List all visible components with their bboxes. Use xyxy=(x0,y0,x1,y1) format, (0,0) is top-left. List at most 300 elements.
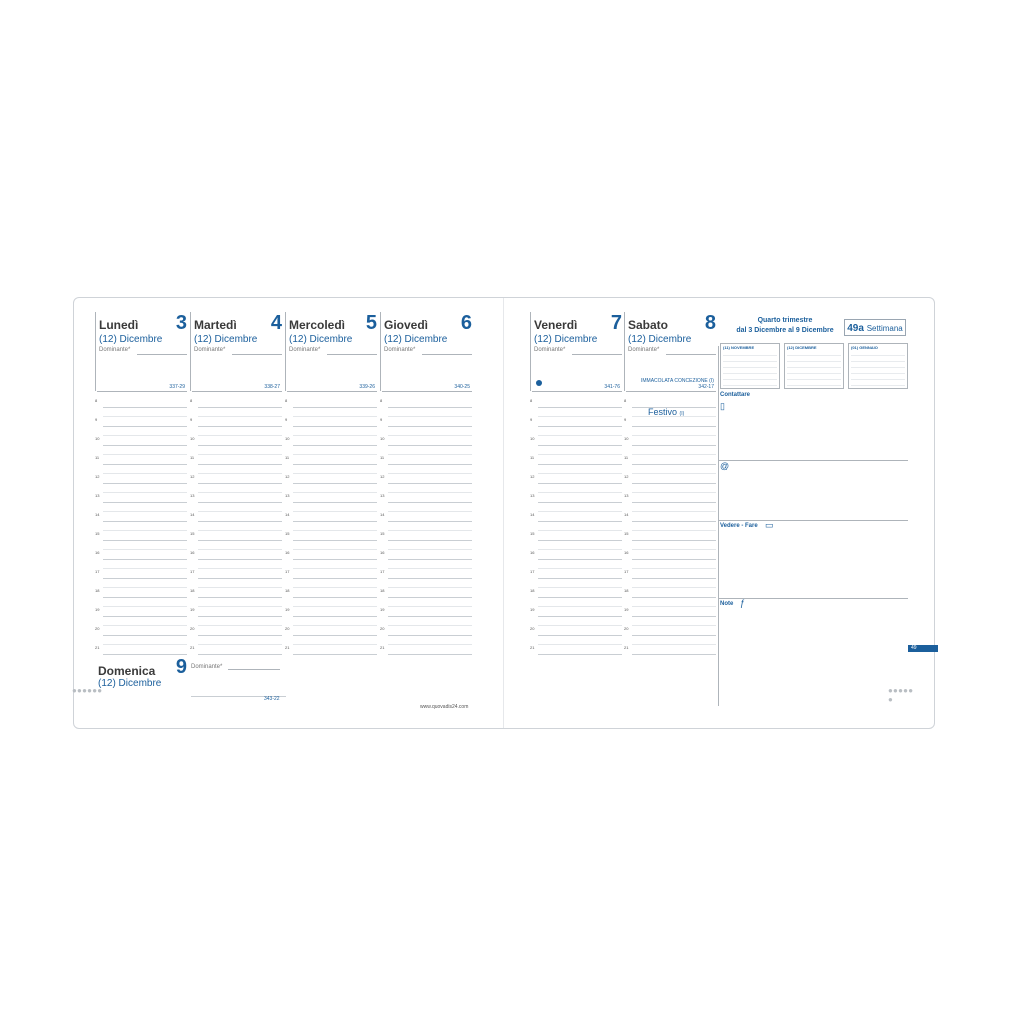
hour-row[interactable] xyxy=(624,531,718,541)
half-hour-row[interactable] xyxy=(95,636,189,646)
dominante-label: Dominante* xyxy=(628,347,660,353)
day-month: (12) Dicembre xyxy=(289,334,353,345)
phone-icon: ▯ xyxy=(720,401,725,411)
hour-label: 9 xyxy=(624,417,627,422)
half-hour-row[interactable] xyxy=(530,503,624,513)
hour-row[interactable] xyxy=(530,455,624,465)
dominante-line xyxy=(327,354,377,355)
hour-row[interactable] xyxy=(380,398,474,408)
hour-label: 11 xyxy=(190,455,195,460)
half-hour-row[interactable] xyxy=(624,484,718,494)
half-hour-row[interactable] xyxy=(624,579,718,589)
hour-row[interactable] xyxy=(190,493,284,503)
hour-label: 20 xyxy=(95,626,100,631)
hour-label: 20 xyxy=(530,626,535,631)
day-divider xyxy=(285,312,286,391)
day-month: (12) Dicembre xyxy=(194,334,258,345)
hour-row[interactable] xyxy=(530,398,627,408)
hour-row[interactable] xyxy=(190,607,284,617)
hour-row[interactable] xyxy=(190,550,284,560)
hour-row[interactable] xyxy=(285,436,379,446)
sunday-number: 9 xyxy=(175,656,187,678)
hour-row[interactable] xyxy=(95,474,189,484)
week-badge: 49a Settimana xyxy=(844,319,906,336)
hour-row[interactable] xyxy=(285,588,379,598)
day-code: 340-25 xyxy=(454,384,470,390)
hour-row[interactable] xyxy=(95,493,189,503)
half-hour-row[interactable] xyxy=(624,598,718,608)
half-hour-row[interactable] xyxy=(380,541,474,551)
hour-label: 9 xyxy=(190,417,193,422)
hour-label: 17 xyxy=(95,569,100,574)
hour-label: 16 xyxy=(624,550,629,555)
half-hour-row[interactable] xyxy=(190,560,284,570)
hour-label: 15 xyxy=(190,531,195,536)
hour-label: 14 xyxy=(95,512,100,517)
hour-label: 12 xyxy=(380,474,385,479)
hour-label: 10 xyxy=(530,436,535,441)
hour-row[interactable] xyxy=(95,398,189,408)
hour-row[interactable] xyxy=(624,569,718,579)
half-hour-row[interactable] xyxy=(380,579,474,589)
hour-label: 15 xyxy=(285,531,290,536)
hour-label: 12 xyxy=(530,474,535,479)
hour-label: 17 xyxy=(624,569,629,574)
hour-label: 20 xyxy=(380,626,385,631)
day-code: 337-29 xyxy=(169,384,185,390)
sunday-code: 343-22 xyxy=(264,696,280,702)
holiday-label: IMMACOLATA CONCEZIONE (I) xyxy=(641,378,714,384)
day-header xyxy=(190,312,284,392)
half-hour-row[interactable] xyxy=(624,560,718,570)
half-hour-row[interactable] xyxy=(285,503,379,513)
hour-label: 18 xyxy=(285,588,290,593)
half-hour-row[interactable] xyxy=(380,522,474,532)
day-name: Martedì xyxy=(194,318,237,332)
half-hour-row[interactable] xyxy=(190,408,284,418)
hour-row[interactable] xyxy=(530,569,624,579)
day-name: Sabato xyxy=(628,318,669,332)
hour-row[interactable] xyxy=(190,436,284,446)
hour-row[interactable] xyxy=(95,531,189,541)
hour-row[interactable] xyxy=(380,607,474,617)
hour-row[interactable] xyxy=(624,474,718,484)
left-page xyxy=(72,298,476,728)
hour-label: 18 xyxy=(530,588,535,593)
hour-label: 8 xyxy=(380,398,383,403)
hour-row[interactable] xyxy=(95,626,189,636)
hour-row[interactable] xyxy=(380,474,474,484)
half-hour-row[interactable] xyxy=(285,617,379,627)
sunday-dominante-line xyxy=(228,669,280,670)
hour-row[interactable] xyxy=(285,645,379,655)
half-hour-row[interactable] xyxy=(95,408,189,418)
hour-label: 10 xyxy=(380,436,385,441)
hour-row[interactable] xyxy=(380,436,474,446)
hour-label: 14 xyxy=(530,512,535,517)
page-fold xyxy=(503,298,504,728)
hour-label: 13 xyxy=(530,493,535,498)
hour-label: 19 xyxy=(530,607,535,612)
half-hour-row[interactable] xyxy=(95,617,189,627)
day-name: Mercoledì xyxy=(289,318,346,332)
contattare-section xyxy=(718,398,908,461)
hour-row[interactable] xyxy=(285,474,379,484)
half-hour-row[interactable] xyxy=(380,484,474,494)
day-code: 341-76 xyxy=(604,384,620,390)
hour-row[interactable] xyxy=(190,398,284,408)
day-number: 6 xyxy=(460,312,472,334)
dominante-label: Dominante* xyxy=(194,347,226,353)
half-hour-row[interactable] xyxy=(624,446,718,456)
hour-row[interactable] xyxy=(190,455,284,465)
hour-row[interactable] xyxy=(285,512,379,522)
day-divider xyxy=(380,312,381,391)
hour-row[interactable] xyxy=(530,588,624,598)
hour-label: 9 xyxy=(95,417,98,422)
hour-row[interactable] xyxy=(624,455,718,465)
half-hour-row[interactable] xyxy=(285,408,379,418)
day-divider xyxy=(95,312,96,391)
dominante-label: Dominante* xyxy=(289,347,321,353)
hour-row[interactable] xyxy=(380,626,474,636)
hour-row[interactable] xyxy=(530,474,624,484)
hour-row[interactable] xyxy=(380,645,474,655)
day-code: 342-17 xyxy=(698,384,714,390)
half-hour-row[interactable] xyxy=(285,522,379,532)
half-hour-row[interactable] xyxy=(380,560,474,570)
hour-row[interactable] xyxy=(530,531,624,541)
half-hour-row[interactable] xyxy=(624,636,718,646)
day-number: 7 xyxy=(610,312,622,334)
hour-row[interactable] xyxy=(380,588,474,598)
hour-label: 16 xyxy=(285,550,290,555)
hour-label: 21 xyxy=(624,645,629,650)
hour-row[interactable] xyxy=(380,550,474,560)
half-hour-row[interactable] xyxy=(190,446,284,456)
half-hour-row[interactable] xyxy=(380,465,474,475)
half-hour-row[interactable] xyxy=(95,484,189,494)
hour-row[interactable] xyxy=(285,493,379,503)
dominante-label: Dominante* xyxy=(534,347,566,353)
half-hour-row[interactable] xyxy=(530,560,624,570)
half-hour-row[interactable] xyxy=(380,617,474,627)
hour-row[interactable] xyxy=(530,417,627,427)
hour-label: 8 xyxy=(530,398,533,403)
hour-label: 12 xyxy=(95,474,100,479)
half-hour-row[interactable] xyxy=(190,484,284,494)
half-hour-row[interactable] xyxy=(95,427,189,437)
half-hour-row[interactable] xyxy=(285,636,379,646)
moon-phase-dot xyxy=(536,380,542,386)
half-hour-row[interactable] xyxy=(190,617,284,627)
hour-row[interactable] xyxy=(624,512,718,522)
hour-row[interactable] xyxy=(285,531,379,541)
quarter-info xyxy=(720,316,850,336)
hour-label: 17 xyxy=(190,569,195,574)
hour-row[interactable] xyxy=(190,569,284,579)
day-month: (12) Dicembre xyxy=(534,334,598,345)
half-hour-row[interactable] xyxy=(95,522,189,532)
half-hour-row[interactable] xyxy=(624,465,718,475)
hour-row[interactable] xyxy=(530,607,624,617)
half-hour-row[interactable] xyxy=(530,427,624,437)
hour-row[interactable] xyxy=(624,417,718,427)
half-hour-row[interactable] xyxy=(285,484,379,494)
day-number: 5 xyxy=(365,312,377,334)
hour-row[interactable] xyxy=(190,531,284,541)
half-hour-row[interactable] xyxy=(190,427,284,437)
day-month: (12) Dicembre xyxy=(99,334,163,345)
hour-label: 10 xyxy=(95,436,100,441)
day-header-line xyxy=(626,391,716,392)
dominante-label: Dominante* xyxy=(384,347,416,353)
day-header-line xyxy=(192,391,282,392)
hour-row[interactable] xyxy=(624,436,718,446)
hour-line xyxy=(198,654,282,655)
hour-label: 15 xyxy=(95,531,100,536)
half-hour-row[interactable] xyxy=(530,579,624,589)
hour-label: 13 xyxy=(285,493,290,498)
half-hour-row[interactable] xyxy=(624,522,718,532)
half-hour-row[interactable] xyxy=(380,446,474,456)
half-hour-row[interactable] xyxy=(530,465,624,475)
hour-row[interactable] xyxy=(95,607,189,617)
hour-row[interactable] xyxy=(190,417,284,427)
hour-row[interactable] xyxy=(624,550,718,560)
half-hour-row[interactable] xyxy=(285,579,379,589)
page-number-tab: 49 xyxy=(908,645,938,652)
hour-row[interactable] xyxy=(530,550,624,560)
hour-row[interactable] xyxy=(380,417,474,427)
hour-row[interactable] xyxy=(190,474,284,484)
hour-label: 13 xyxy=(190,493,195,498)
hour-row[interactable] xyxy=(285,417,379,427)
half-hour-row[interactable] xyxy=(95,579,189,589)
hour-label: 19 xyxy=(624,607,629,612)
hour-label: 11 xyxy=(380,455,385,460)
half-hour-row[interactable] xyxy=(530,617,624,627)
sunday-month: (12) Dicembre xyxy=(98,678,162,689)
hour-row[interactable] xyxy=(530,436,624,446)
hour-label: 21 xyxy=(285,645,290,650)
hour-label: 11 xyxy=(95,455,100,460)
half-hour-row[interactable] xyxy=(530,408,624,418)
hour-line xyxy=(538,654,622,655)
hour-label: 9 xyxy=(380,417,383,422)
hour-row[interactable] xyxy=(285,607,379,617)
half-hour-row[interactable] xyxy=(190,522,284,532)
hour-row[interactable] xyxy=(380,531,474,541)
half-hour-row[interactable] xyxy=(530,541,624,551)
half-hour-row[interactable] xyxy=(624,427,718,437)
mini-calendar-january: (01) GENNAIO xyxy=(848,343,908,389)
half-hour-row[interactable] xyxy=(95,598,189,608)
festivo-label: Festivo (I) xyxy=(648,407,685,417)
hour-label: 14 xyxy=(190,512,195,517)
hour-label: 8 xyxy=(190,398,193,403)
half-hour-row[interactable] xyxy=(190,579,284,589)
hour-row[interactable] xyxy=(285,550,379,560)
half-hour-row[interactable] xyxy=(624,617,718,627)
day-month: (12) Dicembre xyxy=(628,334,692,345)
sunday-dominante: Dominante* xyxy=(191,664,223,670)
hour-label: 18 xyxy=(380,588,385,593)
day-month: (12) Dicembre xyxy=(384,334,448,345)
hour-row[interactable] xyxy=(95,417,189,427)
half-hour-row[interactable] xyxy=(285,427,379,437)
hour-label: 9 xyxy=(530,417,533,422)
hour-label: 14 xyxy=(285,512,290,517)
half-hour-row[interactable] xyxy=(285,446,379,456)
half-hour-row[interactable] xyxy=(530,598,624,608)
hour-row[interactable] xyxy=(530,645,624,655)
half-hour-row[interactable] xyxy=(190,465,284,475)
hour-label: 13 xyxy=(95,493,100,498)
half-hour-row[interactable] xyxy=(190,503,284,513)
hour-line xyxy=(293,654,377,655)
hour-label: 16 xyxy=(190,550,195,555)
hour-row[interactable] xyxy=(624,607,718,617)
hour-label: 10 xyxy=(285,436,290,441)
day-divider xyxy=(530,312,531,391)
binding-dots-left: ● ● ● ● ● ● xyxy=(72,686,102,695)
day-number: 4 xyxy=(270,312,282,334)
half-hour-row[interactable] xyxy=(530,522,624,532)
hour-row[interactable] xyxy=(380,455,474,465)
hour-label: 16 xyxy=(530,550,535,555)
half-hour-row[interactable] xyxy=(380,408,474,418)
hour-row[interactable] xyxy=(95,569,189,579)
half-hour-row[interactable] xyxy=(95,560,189,570)
day-code: 338-27 xyxy=(264,384,280,390)
hour-label: 18 xyxy=(190,588,195,593)
half-hour-row[interactable] xyxy=(624,541,718,551)
hour-row[interactable] xyxy=(190,645,284,655)
hour-row[interactable] xyxy=(285,626,379,636)
vedere-title: Vedere - Fare xyxy=(720,523,758,529)
half-hour-row[interactable] xyxy=(530,636,624,646)
hour-label: 19 xyxy=(285,607,290,612)
dominante-line xyxy=(666,354,716,355)
day-header xyxy=(95,312,189,392)
hour-label: 9 xyxy=(285,417,288,422)
right-page xyxy=(530,298,917,728)
hour-row[interactable] xyxy=(190,588,284,598)
day-header-line xyxy=(97,391,187,392)
hour-label: 16 xyxy=(95,550,100,555)
hour-row[interactable] xyxy=(95,588,189,598)
half-hour-row[interactable] xyxy=(95,541,189,551)
hour-line xyxy=(632,654,716,655)
hour-label: 17 xyxy=(530,569,535,574)
hour-label: 19 xyxy=(380,607,385,612)
hour-row[interactable] xyxy=(380,512,474,522)
hour-label: 8 xyxy=(624,398,627,403)
contattare-title: Contattare xyxy=(720,392,751,398)
hour-label: 14 xyxy=(624,512,629,517)
hour-row[interactable] xyxy=(624,588,718,598)
hour-label: 21 xyxy=(190,645,195,650)
day-number: 8 xyxy=(704,312,716,334)
hour-label: 21 xyxy=(95,645,100,650)
half-hour-row[interactable] xyxy=(285,598,379,608)
half-hour-row[interactable] xyxy=(95,446,189,456)
mini-calendar-december: (12) DICEMBRE xyxy=(784,343,844,389)
dominante-line xyxy=(572,354,622,355)
hour-label: 13 xyxy=(380,493,385,498)
day-code: 339-26 xyxy=(359,384,375,390)
hour-label: 20 xyxy=(190,626,195,631)
hour-row[interactable] xyxy=(95,512,189,522)
half-hour-row[interactable] xyxy=(190,541,284,551)
hour-label: 10 xyxy=(624,436,629,441)
half-hour-row[interactable] xyxy=(285,465,379,475)
hour-row[interactable] xyxy=(95,550,189,560)
at-icon: @ xyxy=(720,461,730,471)
day-header xyxy=(380,312,474,392)
half-hour-row[interactable] xyxy=(380,636,474,646)
day-number: 3 xyxy=(175,312,187,334)
hour-row[interactable] xyxy=(285,398,379,408)
hour-row[interactable] xyxy=(624,645,718,655)
half-hour-row[interactable] xyxy=(190,598,284,608)
hour-row[interactable] xyxy=(530,493,624,503)
hour-label: 15 xyxy=(624,531,629,536)
half-hour-row[interactable] xyxy=(95,503,189,513)
hour-row[interactable] xyxy=(285,455,379,465)
hour-row[interactable] xyxy=(190,626,284,636)
hour-row[interactable] xyxy=(530,512,624,522)
pen-icon: ƒ xyxy=(740,598,746,608)
hour-row[interactable] xyxy=(285,569,379,579)
half-hour-row[interactable] xyxy=(380,598,474,608)
day-header-line xyxy=(532,391,622,392)
half-hour-row[interactable] xyxy=(190,636,284,646)
hour-row[interactable] xyxy=(380,493,474,503)
half-hour-row[interactable] xyxy=(530,446,624,456)
hour-row[interactable] xyxy=(190,512,284,522)
hour-row[interactable] xyxy=(95,455,189,465)
half-hour-row[interactable] xyxy=(530,484,624,494)
website: www.quovadis24.com xyxy=(420,704,469,710)
day-name: Venerdì xyxy=(534,318,578,332)
day-header-line xyxy=(287,391,377,392)
half-hour-row[interactable] xyxy=(380,427,474,437)
hour-label: 21 xyxy=(530,645,535,650)
hour-label: 21 xyxy=(380,645,385,650)
quarter-range: dal 3 Dicembre al 9 Dicembre xyxy=(736,327,834,334)
hour-row[interactable] xyxy=(380,569,474,579)
half-hour-row[interactable] xyxy=(380,503,474,513)
hour-row[interactable] xyxy=(624,626,718,636)
dominante-line xyxy=(137,354,187,355)
hour-label: 18 xyxy=(624,588,629,593)
hour-row[interactable] xyxy=(95,436,189,446)
dominante-line xyxy=(232,354,282,355)
day-header xyxy=(285,312,379,392)
planner-spread xyxy=(73,297,935,729)
half-hour-row[interactable] xyxy=(624,503,718,513)
half-hour-row[interactable] xyxy=(95,465,189,475)
hour-label: 11 xyxy=(285,455,290,460)
half-hour-row[interactable] xyxy=(285,541,379,551)
hour-row[interactable] xyxy=(624,493,718,503)
half-hour-row[interactable] xyxy=(285,560,379,570)
hour-row[interactable] xyxy=(530,626,624,636)
hour-label: 12 xyxy=(190,474,195,479)
quarter-title: Quarto trimestre xyxy=(757,317,813,324)
